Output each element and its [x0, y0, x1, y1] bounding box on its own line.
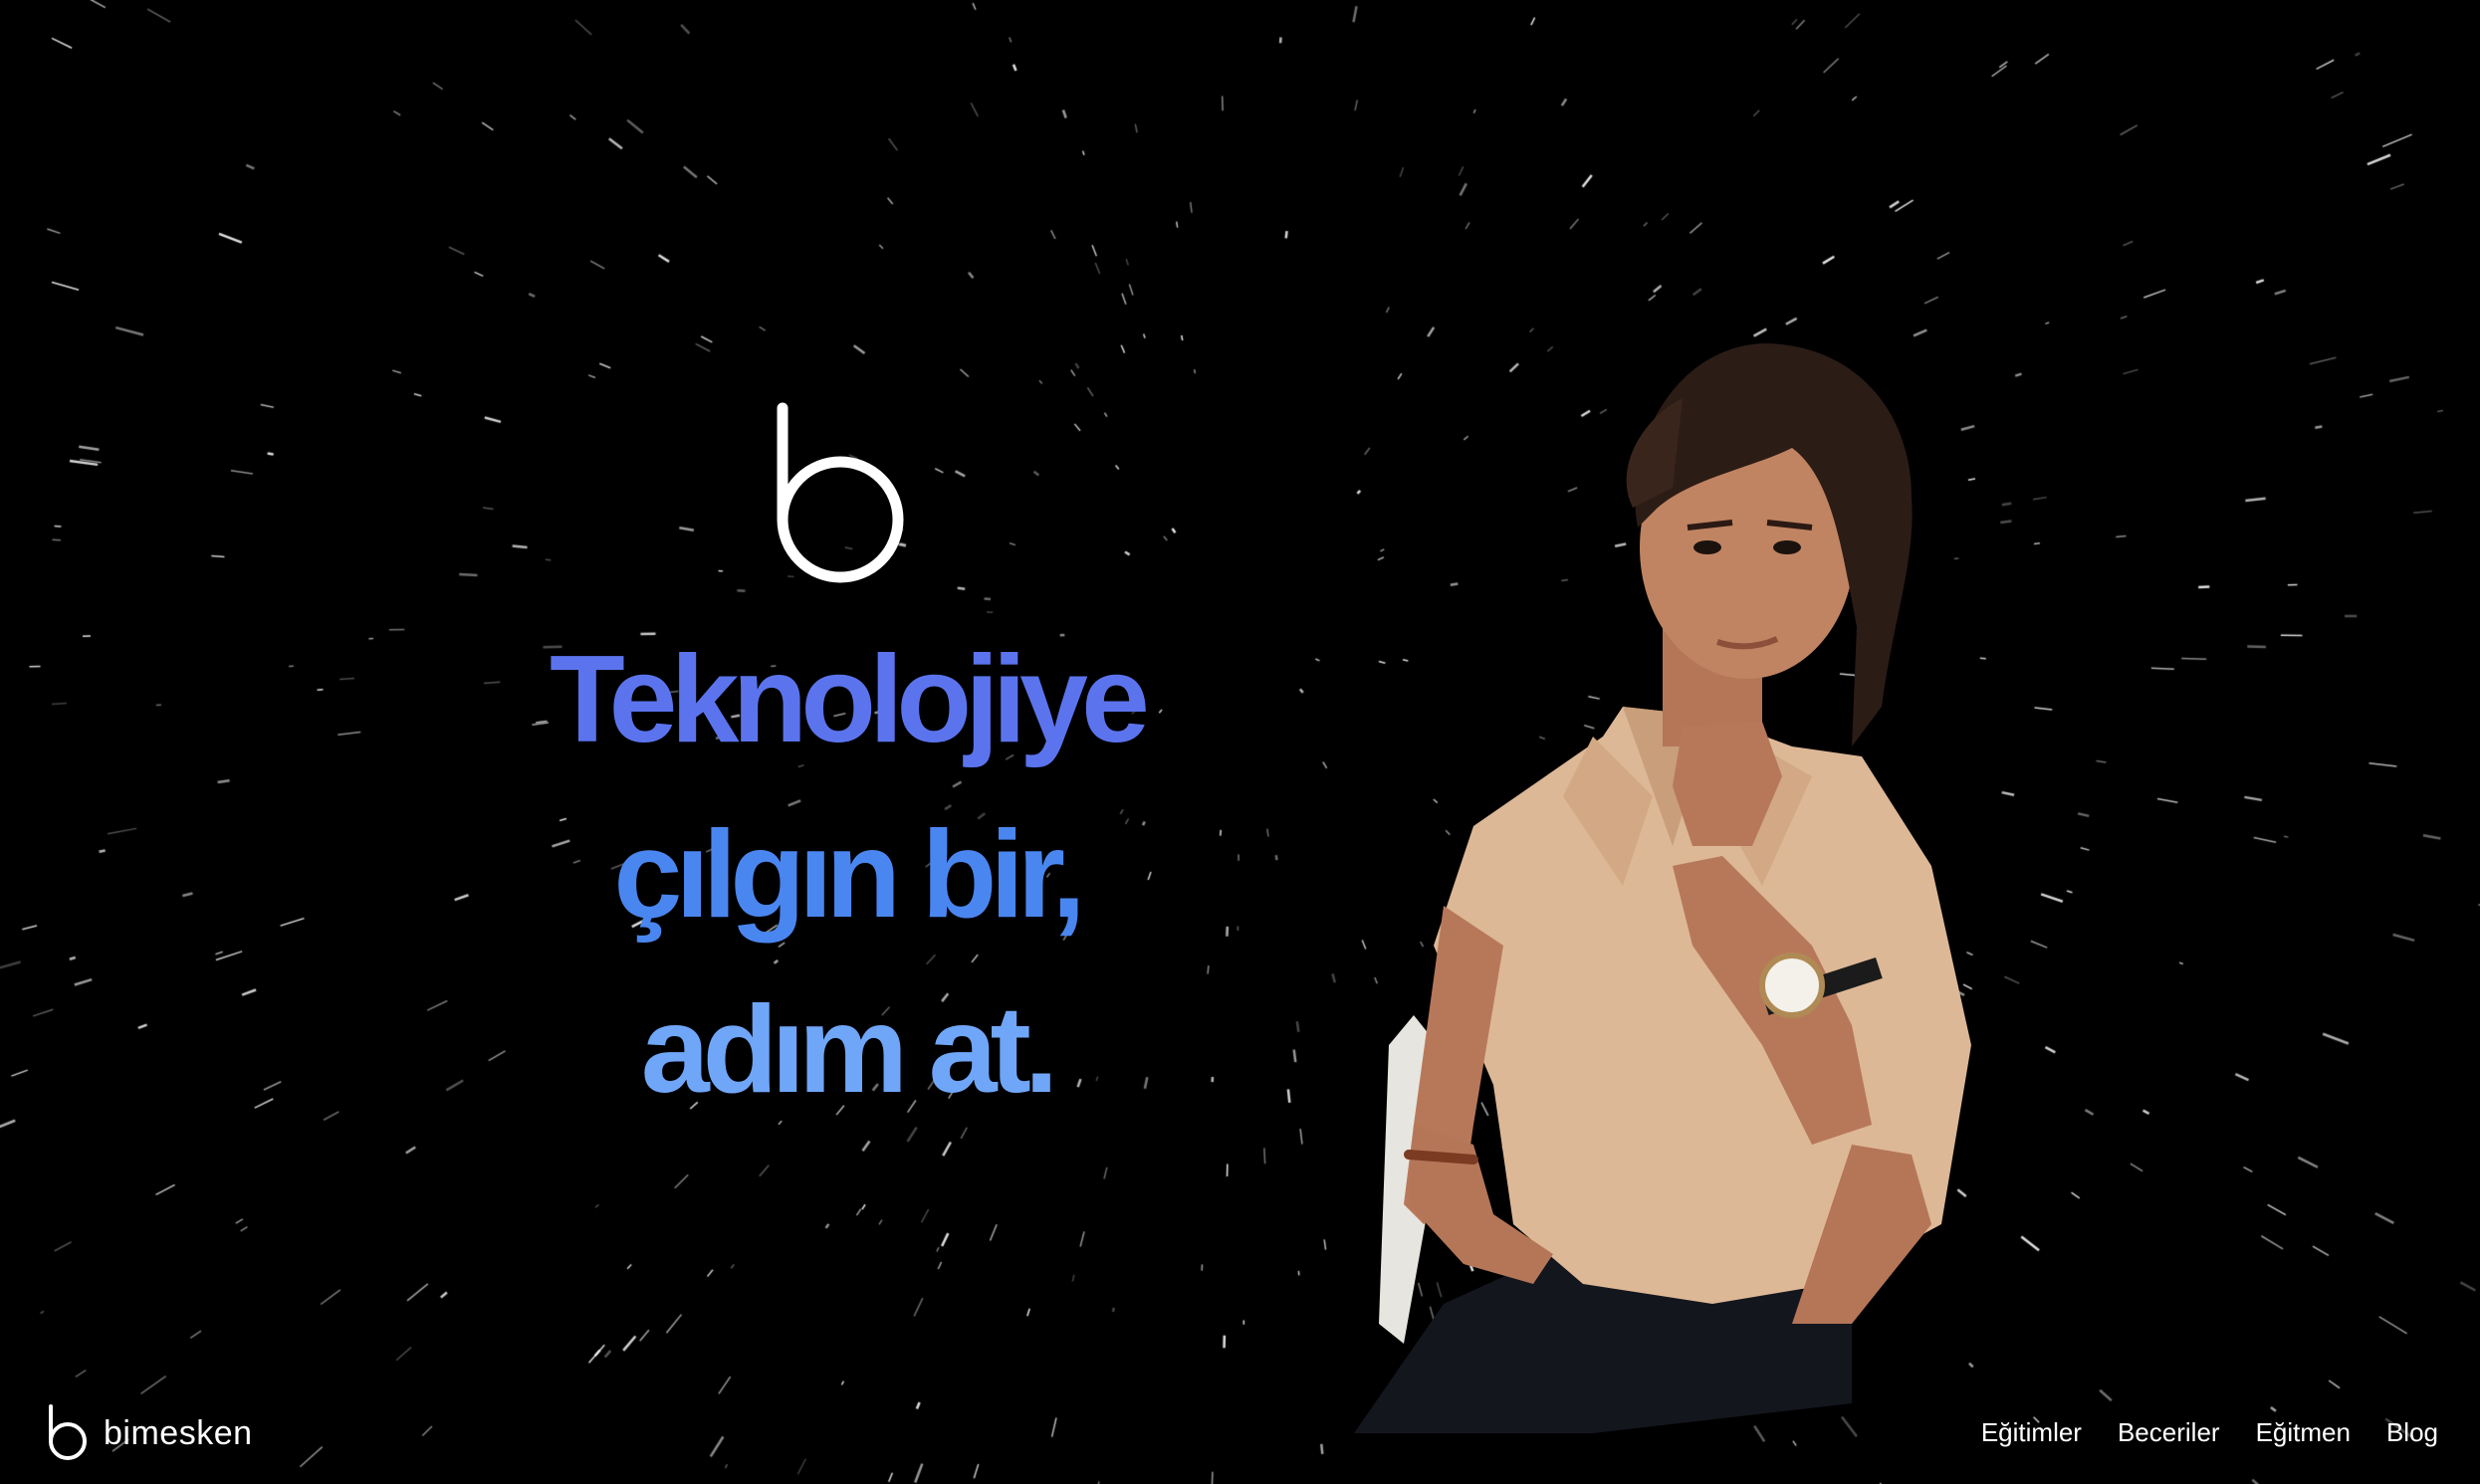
nav-item-beceriler[interactable]: Beceriler	[2117, 1417, 2220, 1447]
hero-headline	[358, 612, 1334, 1138]
nav-item-egitimler[interactable]: Eğitimler	[1980, 1417, 2082, 1447]
nav-item-egitmen[interactable]: Eğitmen	[2255, 1417, 2351, 1447]
b-logo-icon	[767, 398, 916, 597]
headline-line-1: Teknolojiye	[550, 631, 1143, 768]
brand-name: bimesken	[104, 1413, 253, 1452]
footer-nav	[1981, 1417, 2438, 1448]
nav-item-blog[interactable]: Blog	[2385, 1417, 2438, 1447]
footer-brand[interactable]	[46, 1403, 253, 1463]
b-logo-small-icon	[46, 1403, 90, 1463]
headline-line-2: çılgın bir,	[613, 806, 1079, 944]
headline-line-3: adım at.	[640, 981, 1052, 1119]
instructor-portrait	[1294, 328, 2071, 1433]
